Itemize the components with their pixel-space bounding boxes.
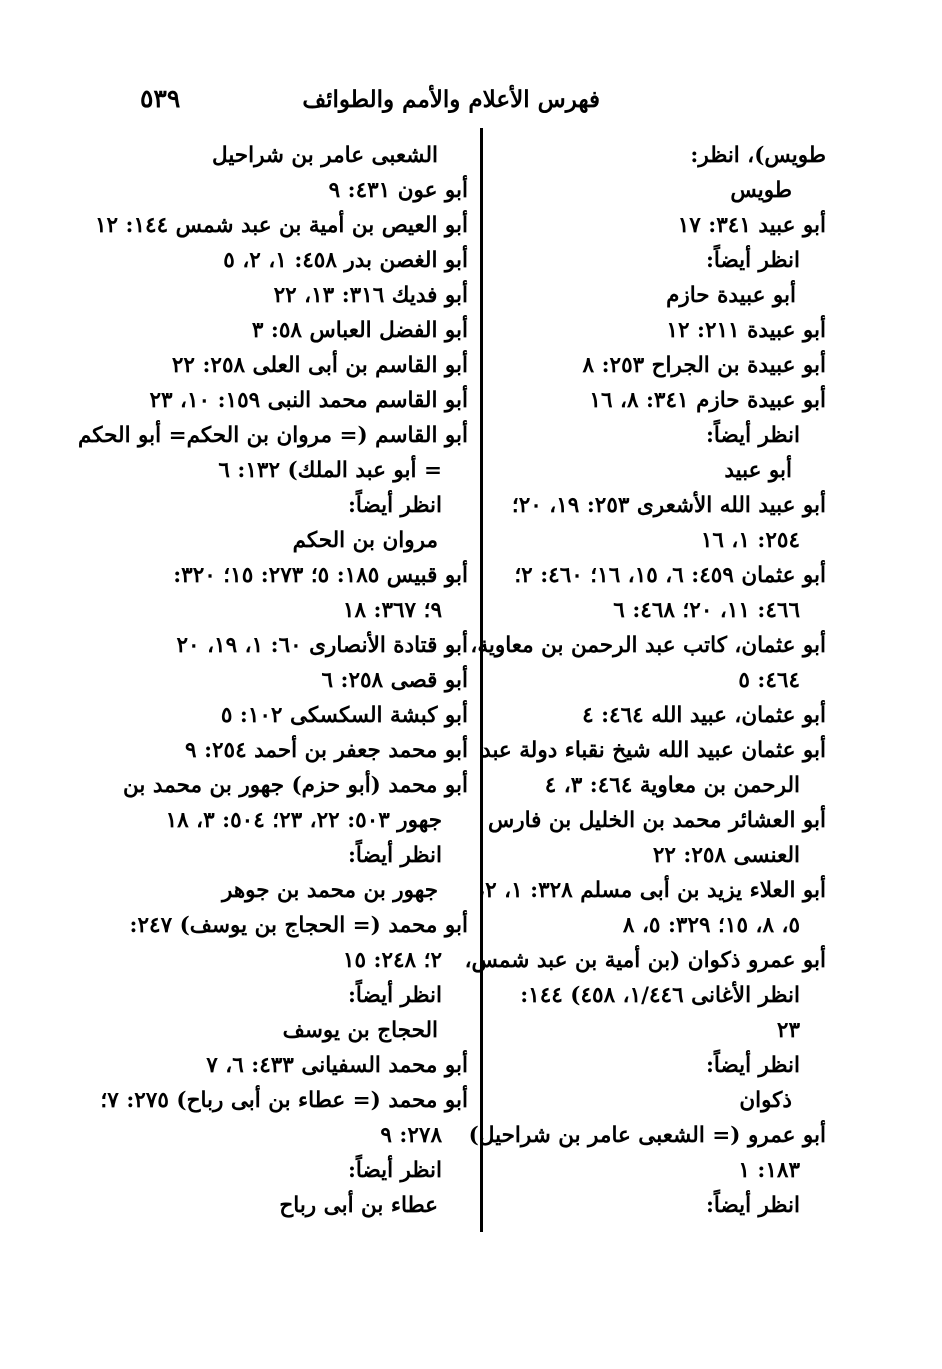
index-entry-line: انظر الأغانى ١/٤٤٦، ٤٥٨) ١٤٤: [520, 983, 800, 1008]
index-entry-line: أبو عبيد الله الأشعرى ٢٥٣: ١٩، ٢٠؛ [511, 493, 826, 518]
index-entry-line: أبو محمد (أبو حزم) جهور بن محمد بن [123, 773, 468, 798]
index-entry-line: أبو الفضل العباس ٥٨: ٣ [251, 318, 468, 343]
index-entry-line: أبو عون ٤٣١: ٩ [328, 178, 468, 203]
index-entry-line: ذكوان [739, 1088, 792, 1113]
index-entry-line: ٢؛ ٢٤٨: ١٥ [342, 948, 442, 973]
index-entry-line: جهور ٥٠٣: ٢٢، ٢٣؛ ٥٠٤: ٣، ١٨ [165, 808, 442, 833]
index-entry-line: جهور بن محمد بن جوهر [221, 878, 438, 903]
index-column-right [464, 138, 826, 1223]
index-entry-line: أبو عبيدة حازم ٣٤١: ٨، ١٦ [589, 388, 826, 413]
index-entry-line: أبو عبيدة ٢١١: ١٢ [666, 318, 826, 343]
index-entry-line: انظر أيضاً: [347, 493, 442, 518]
index-entry-line: أبو القاسم بن أبى العلى ٢٥٨: ٢٢ [171, 353, 468, 378]
index-entry-line: أبو عثمان عبيد الله شيخ نقباء دولة عبد [481, 738, 826, 763]
index-entry-line: أبو محمد جعفر بن أحمد ٢٥٤: ٩ [185, 738, 468, 763]
index-entry-line: أبو عبيد [724, 458, 792, 483]
index-entry-line: الرحمن بن معاوية ٤٦٤: ٣، ٤ [544, 773, 800, 798]
index-entry-line: ٤٦٤: ٥ [738, 668, 800, 693]
index-entry-line: أبو العشائر محمد بن الخليل بن فارس [487, 808, 826, 833]
index-entry-line: ١٨٣: ١ [738, 1158, 800, 1183]
index-entry-line: انظر أيضاً: [705, 423, 800, 448]
index-entry-line: أبو عمرو ذكوان (بن أمية بن عبد شمس، [464, 948, 826, 973]
index-entry-line: ٢٧٨: ٩ [380, 1123, 442, 1148]
index-entry-line: أبو عبيدة بن الجراح ٢٥٣: ٨ [582, 353, 826, 378]
index-column-left [77, 138, 468, 1223]
index-entry-line: ٤٦٦: ١١، ٢٠؛ ٤٦٨: ٦ [613, 598, 800, 623]
index-entry-line: ٥، ٨، ١٥؛ ٣٢٩: ٥، ٨ [622, 913, 800, 938]
index-entry-line: = أبو عبد الملك) ١٣٢: ٦ [218, 458, 442, 483]
index-entry-line: أبو عثمان ٤٥٩: ٦، ١٥، ١٦؛ ٤٦٠: ٢؛ [514, 563, 826, 588]
index-entry-line: أبو محمد (= عطاء بن أبى رباح) ٢٧٥: ٧؛ [100, 1088, 468, 1113]
index-entry-line: أبو عثمان، كاتب عبد الرحمن بن معاوية، [470, 633, 826, 658]
index-entry-line: انظر أيضاً: [705, 1193, 800, 1218]
index-entry-line: أبو فديك ٣١٦: ١٣، ٢٢ [273, 283, 468, 308]
index-entry-line: أبو محمد السفيانى ٤٣٣: ٦، ٧ [206, 1053, 468, 1078]
index-entry-line: العنسى ٢٥٨: ٢٢ [652, 843, 800, 868]
index-entry-line: أبو قصى ٢٥٨: ٦ [321, 668, 468, 693]
index-entry-line: عطاء بن أبى رباح [279, 1193, 438, 1218]
running-title: فهرس الأعلام والأمم والطوائف [302, 86, 600, 113]
index-entry-line: أبو عبيد ٣٤١: ١٧ [677, 213, 826, 238]
index-entry-line: طويس)، انظر: [690, 143, 826, 168]
index-entry-line: مروان بن الحكم [292, 528, 438, 553]
index-entry-line: أبو عبيدة حازم [666, 283, 796, 308]
index-entry-line: ٢٣ [776, 1018, 800, 1043]
column-divider [480, 128, 483, 1232]
index-entry-line: أبو محمد (= الحجاج بن يوسف) ٢٤٧: [129, 913, 468, 938]
page-header [140, 84, 600, 120]
page-number: ٥٣٩ [140, 84, 181, 113]
index-entry-line: أبو قبيس ١٨٥: ٥؛ ٢٧٣: ١٥؛ ٣٢٠: [173, 563, 468, 588]
index-entry-line: طويس [730, 178, 792, 203]
index-entry-line: أبو عمرو (= الشعبى عامر بن شراحيل) [468, 1123, 826, 1148]
index-entry-line: ٩؛ ٣٦٧: ١٨ [342, 598, 442, 623]
index-entry-line: أبو الغصن بدر ٤٥٨: ١، ٢، ٥ [223, 248, 468, 273]
index-entry-line: أبو العلاء يزيد بن أبى مسلم ٣٢٨: ١، ٢، [478, 878, 826, 903]
index-entry-line: الحجاج بن يوسف [282, 1018, 438, 1043]
index-entry-line: ٢٥٤: ١، ١٦ [700, 528, 800, 553]
index-entry-line: أبو عثمان، عبيد الله ٤٦٤: ٤ [582, 703, 826, 728]
index-entry-line: انظر أيضاً: [347, 983, 442, 1008]
index-entry-line: انظر أيضاً: [705, 1053, 800, 1078]
index-entry-line: الشعبى عامر بن شراحيل [212, 143, 438, 168]
index-entry-line: أبو العيص بن أمية بن عبد شمس ١٤٤: ١٢ [94, 213, 468, 238]
index-entry-line: انظر أيضاً: [347, 1158, 442, 1183]
index-entry-line: انظر أيضاً: [347, 843, 442, 868]
index-entry-line: أبو القاسم (= مروان بن الحكم= أبو الحكم [77, 423, 468, 448]
index-entry-line: أبو قتادة الأنصارى ٦٠: ١، ١٩، ٢٠ [176, 633, 468, 658]
index-entry-line: انظر أيضاً: [705, 248, 800, 273]
index-entry-line: أبو القاسم محمد النبى ١٥٩: ١٠، ٢٣ [149, 388, 468, 413]
index-entry-line: أبو كبشة السكسكى ١٠٢: ٥ [220, 703, 468, 728]
